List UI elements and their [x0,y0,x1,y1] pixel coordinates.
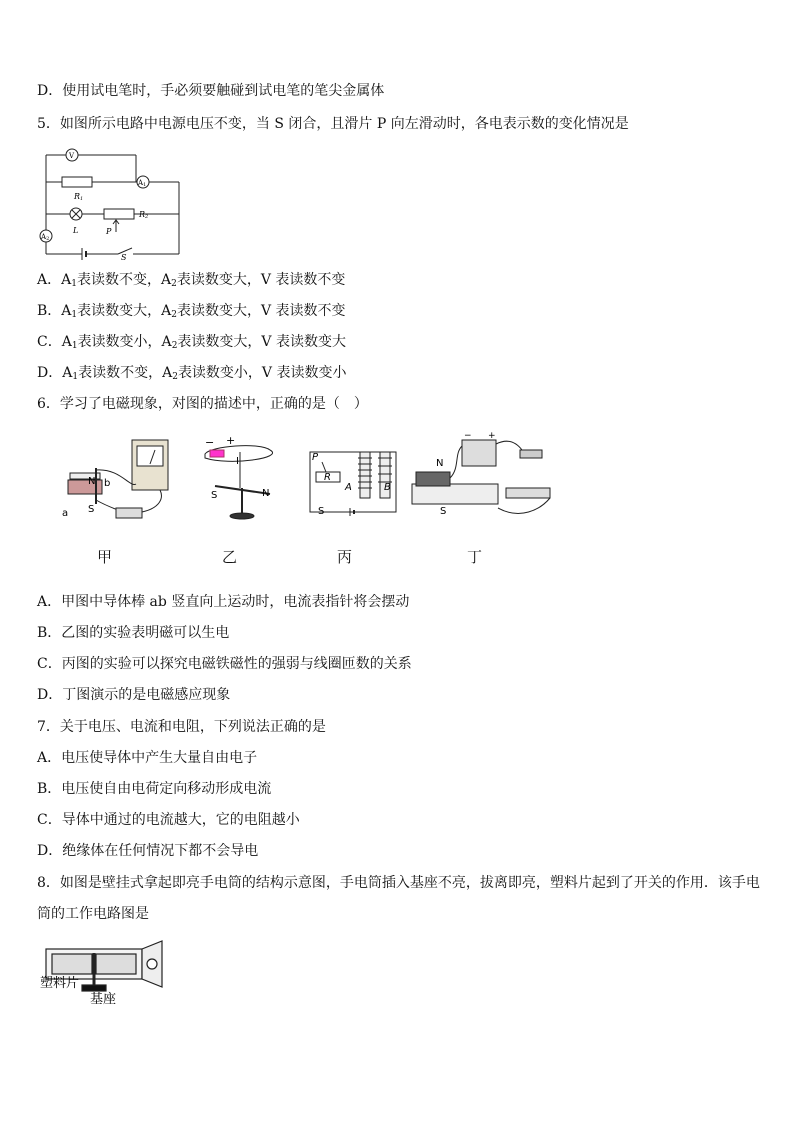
q7-stem: 7．关于电压、电流和电阻，下列说法正确的是 [37,719,326,735]
q8-stem-line1: 8．如图是壁挂式拿起即亮手电筒的结构示意图，手电筒插入基座不亮，拔离即亮，塑料片起到了开关的作用．该手电 [37,875,760,891]
q6-figure-jia [68,440,168,518]
q5-option-a: A．$A_1$表读数不变，$A_2$表读数变大，V 表读数不变 [37,272,346,289]
q4-option-d: D．使用试电笔时，手必须要触碰到试电笔的笔尖金属体 [37,83,385,99]
q6-bing-a: A [345,482,352,493]
q6-option-b: B．乙图的实验表明磁可以生电 [37,625,230,641]
q5-label-a2: A2 [41,233,50,242]
q6-yi-minus: − [205,436,215,449]
q6-yi-s: S [211,490,218,501]
q6-bing-p: P [312,452,319,463]
q6-jia-a: a [62,508,69,519]
q7-option-d: D．绝缘体在任何情况下都不会导电 [37,843,259,859]
q8-label-base: 基座 [90,992,117,1007]
q6-caption-ding: 丁 [467,548,483,566]
q5-stem: 5．如图所示电路中电源电压不变，当 S 闭合，且滑片 P 向左滑动时，各电表示数的变化情况是 [37,116,629,132]
q6-yi-n: N [262,488,270,499]
q5-option-b: B．$A_1$表读数变大，$A_2$表读数变大，V 表读数不变 [37,303,346,320]
q5-label-s: S [121,253,127,260]
q6-ding-minus: − [464,431,472,441]
q6-bing-b: B [384,482,391,493]
q5-option-d: D．$A_1$表读数不变，$A_2$表读数变小，V 表读数变小 [37,365,347,382]
q7-option-a: A．电压使导体中产生大量自由电子 [37,750,258,766]
q5-label-p: P [106,227,112,236]
q6-bing-r: R [324,472,331,483]
q6-jia-n: N [88,476,96,487]
q6-caption-bing: 丙 [337,548,353,566]
q5-circuit-figure [36,142,184,260]
q6-option-d: D．丁图演示的是电磁感应现象 [37,687,231,703]
q5-option-c: C．$A_1$表读数变小，$A_2$表读数变大，V 表读数变大 [37,334,346,351]
q6-caption-jia: 甲 [97,548,113,566]
q6-ding-s: S [440,506,447,517]
q5-label-r1: R1 [74,192,84,202]
q6-yi-i: I [236,456,239,467]
q6-figures [60,428,560,526]
q5-label-v: V [69,152,75,160]
q6-caption-yi: 乙 [222,548,238,566]
q6-option-a: A．甲图中导体棒 ab 竖直向上运动时，电流表指针将会摆动 [37,594,410,610]
q6-yi-plus: + [226,434,236,447]
q8-label-plastic: 塑料片 [40,976,80,991]
q6-option-c: C．丙图的实验可以探究电磁铁磁性的强弱与线圈匝数的关系 [37,656,412,672]
q6-ding-n: N [436,458,444,469]
q5-label-l: L [73,226,79,235]
q7-option-c: C．导体中通过的电流越大，它的电阻越小 [37,812,300,828]
q6-bing-s: S [318,506,325,517]
q6-jia-b: b [104,478,111,489]
q8-flashlight-figure [38,937,178,1007]
q6-jia-s: S [88,504,95,515]
q8-stem-line2: 筒的工作电路图是 [37,906,149,922]
q6-ding-plus: + [488,431,496,441]
q5-label-r2: R2 [139,210,149,220]
q7-option-b: B．电压使自由电荷定向移动形成电流 [37,781,272,797]
q5-label-a1: A1 [138,179,147,188]
q6-figure-ding [412,440,550,513]
q6-stem: 6．学习了电磁现象，对图的描述中，正确的是（ ） [37,396,368,412]
